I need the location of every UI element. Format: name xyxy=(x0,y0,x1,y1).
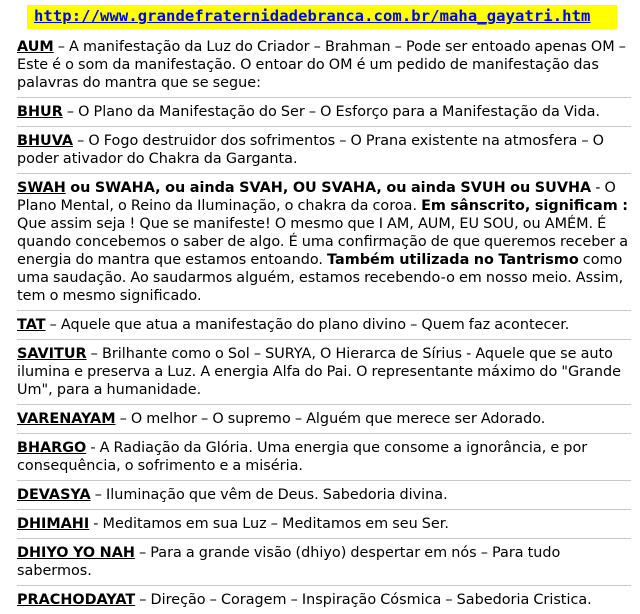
glossary-entry-swah xyxy=(17,179,631,305)
definition-aum: – A manifestação da Luz do Criador – Brahman – Pode ser entoado apenas OM – Este é o som da manifestação. O entoar do OM é um pedido de manifestação das palavras do mantra que se segue: xyxy=(17,39,626,91)
definition-bhur: – O Plano da Manifestação do Ser – O Esforço para a Manifestação da Vida. xyxy=(62,104,600,120)
separator xyxy=(17,538,631,539)
term-prachodayat: PRACHODAYAT xyxy=(17,592,136,608)
glossary-entry-bhuva xyxy=(17,132,631,168)
glossary-entry-bhur xyxy=(17,103,631,121)
term-bhuva: BHUVA xyxy=(17,133,73,149)
glossary-entry-savitur xyxy=(17,345,631,399)
glossary-entry-prachodayat xyxy=(17,591,631,609)
term-tat: TAT xyxy=(17,317,46,333)
term-swah-variants: ou SWAHA, ou ainda SVAH, OU SVAHA, ou ainda SVUH ou SUVHA xyxy=(65,180,592,196)
source-url-link[interactable]: http://www.grandefraternidadebranca.com.br/maha_gayatri.htm xyxy=(34,7,591,25)
separator xyxy=(17,433,631,434)
definition-bhuva: – O Fogo destruidor dos sofrimentos – O Prana existente na atmosfera – O poder ativador do Chakra da Garganta. xyxy=(17,133,604,167)
definition-prachodayat: – Direção – Coragem – Inspiração Cósmica – Sabedoria Cristica. xyxy=(135,592,592,608)
term-dhimahi: DHIMAHI xyxy=(17,516,90,532)
definition-tat: – Aquele que atua a manifestação do plano divino – Quem faz acontecer. xyxy=(45,317,570,333)
separator xyxy=(17,480,631,481)
separator xyxy=(17,310,631,311)
separator xyxy=(17,585,631,586)
term-aum: AUM xyxy=(17,39,54,55)
definition-savitur: – Brilhante como o Sol – SURYA, O Hierarca de Sírius - Aquele que se auto ilumina e preserva a Luz. A energia Alfa do Pai. O representante máximo do "Grande Um", para a humanidade. xyxy=(17,346,622,398)
term-dhiyo-yo-nah: DHIYO YO NAH xyxy=(17,545,135,561)
glossary-entry-bhargo xyxy=(17,439,631,475)
term-savitur: SAVITUR xyxy=(17,346,87,362)
emphasis-tantrismo: Também utilizada no Tantrismo xyxy=(327,252,579,268)
definition-dhimahi: - Meditamos em sua Luz – Meditamos em seu Ser. xyxy=(89,516,449,532)
glossary-entry-devasya xyxy=(17,486,631,504)
term-devasya: DEVASYA xyxy=(17,487,91,503)
glossary-entry-aum xyxy=(17,38,631,92)
term-swah: SWAH xyxy=(17,180,66,196)
separator xyxy=(17,126,631,127)
separator xyxy=(17,509,631,510)
glossary-entry-dhimahi xyxy=(17,515,631,533)
glossary-entry-tat xyxy=(17,316,631,334)
separator xyxy=(17,404,631,405)
definition-bhargo: - A Radiação da Glória. Uma energia que consome a ignorância, e por consequência, o sofrimento e a miséria. xyxy=(17,440,588,474)
separator xyxy=(17,173,631,174)
definition-swah-part3: como uma saudação. Ao saudarmos alguém, estamos recebendo-o em nosso meio. Assim, tem o mesmo significado. xyxy=(17,252,624,304)
definition-swah-part2: Que assim seja ! Que se manifeste! O mesmo que I AM, AUM, EU SOU, ou AMÉM. É quando concebemos o saber de algo. É uma confirmação de que queremos receber a energia do mantra que estamos entoando. xyxy=(17,216,629,268)
emphasis-sanskrit: Em sânscrito, significam : xyxy=(421,198,628,214)
separator xyxy=(17,339,631,340)
definition-dhiyo-yo-nah: – Para a grande visão (dhiyo) despertar em nós – Para tudo sabermos. xyxy=(17,545,561,579)
term-varenayam: VARENAYAM xyxy=(17,411,116,427)
definition-varenayam: – O melhor – O supremo – Alguém que merece ser Adorado. xyxy=(115,411,546,427)
mantra-glossary xyxy=(17,38,631,614)
glossary-entry-varenayam xyxy=(17,410,631,428)
term-bhargo: BHARGO xyxy=(17,440,87,456)
definition-swah-part1: - O Plano Mental, o Reino da Iluminação, o chakra da coroa. xyxy=(17,180,616,214)
glossary-entry-dhiyo-yo-nah xyxy=(17,544,631,580)
term-bhur: BHUR xyxy=(17,104,63,120)
separator xyxy=(17,97,631,98)
definition-devasya: – Iluminação que vêm de Deus. Sabedoria divina. xyxy=(90,487,448,503)
